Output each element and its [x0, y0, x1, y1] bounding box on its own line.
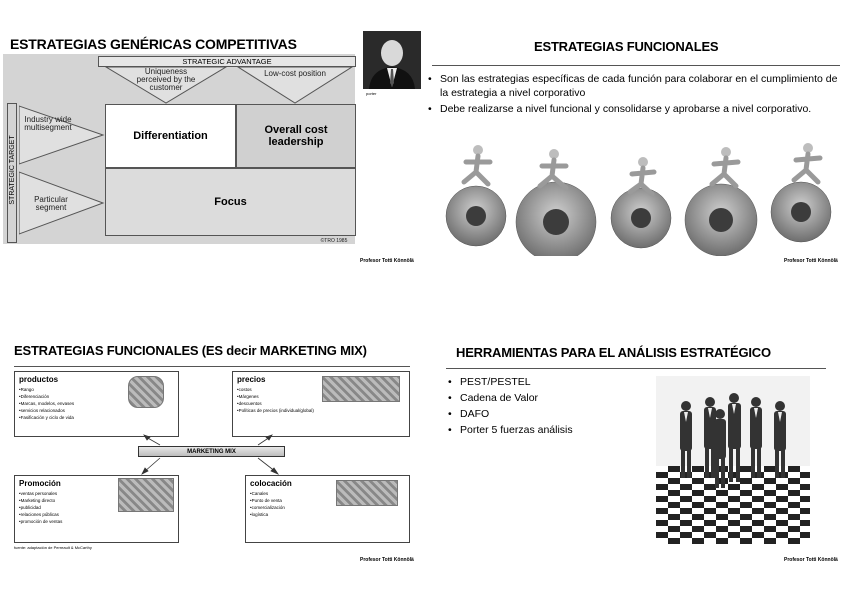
colocacion-item: •comercialización [250, 505, 285, 510]
productos-item: •Rango [19, 387, 34, 392]
focus-cell: Focus [105, 168, 356, 236]
business-team-image [656, 376, 810, 544]
precios-item: •Políticas de precios (individual/global) [237, 408, 314, 413]
uniqueness-label: Uniqueness perceived by the customer [136, 67, 196, 92]
industry-wide-label: Industry wide multisegment [24, 115, 72, 132]
strategic-advantage-bar: STRATEGIC ADVANTAGE [98, 56, 356, 67]
slide4-title-rule [446, 368, 826, 369]
productos-image [128, 376, 164, 408]
slide3-title-rule [14, 366, 410, 367]
promocion-item: •promoción de ventas [19, 519, 63, 524]
strategic-target-bar [7, 103, 17, 243]
slide2-bullets [428, 72, 840, 118]
slide3-footer: Profesor Totti Könnölä [360, 557, 414, 563]
slide-marketing-mix [0, 300, 424, 599]
productos-heading: productos [19, 375, 59, 384]
slide2-bullet-2: • Debe realizarse a nivel funcional y consolidarse y aprobarse a nivel corporativo. [428, 102, 840, 116]
slide2-footer: Profesor Totti Könnölä [784, 258, 838, 264]
low-cost-label: Low-cost position [264, 69, 326, 78]
promocion-item: •Marketing directo [19, 498, 56, 503]
industry-wide-arrow-icon [19, 104, 105, 166]
productos-item: •Marcas, modelos, envases [19, 401, 75, 406]
slide4-footer: Profesor Totti Könnölä [784, 557, 838, 563]
slide2-title: ESTRATEGIAS FUNCIONALES [534, 39, 719, 54]
gears-illustration [436, 140, 846, 256]
slide4-bullet: • Porter 5 fuerzas análisis [448, 423, 648, 437]
particular-segment-label: Particular segment [34, 195, 68, 212]
slide1-footer: Profesor Totti Könnölä [360, 258, 414, 264]
colocacion-item: •Punto de venta [250, 498, 282, 503]
precios-image [322, 376, 400, 402]
precios-heading: precios [237, 375, 266, 384]
slide4-bullet: • Cadena de Valor [448, 391, 648, 405]
slide-analysis-tools [424, 300, 848, 599]
promocion-heading: Promoción [19, 479, 61, 488]
slide2-bullet-1: • Son las estrategias específicas de cada función para colaborar en el cumplimiento de la estrategia a nivel corporativo [428, 72, 840, 100]
productos-item: •Diferenciación [19, 394, 50, 399]
promocion-item: •relaciones públicas [19, 512, 59, 517]
overall-cost-cell: Overall cost leadership [236, 104, 356, 168]
precios-item: •Márgenes [237, 394, 259, 399]
slide3-title: ESTRATEGIAS FUNCIONALES (ES decir MARKETING MIX) [14, 343, 367, 358]
promocion-item: •ventas personales [19, 491, 58, 496]
slide1-title: ESTRATEGIAS GENÉRICAS COMPETITIVAS [10, 36, 297, 52]
colocacion-heading: colocación [250, 479, 292, 488]
photo-caption: porter [366, 91, 377, 96]
porter-photo [363, 31, 421, 89]
colocacion-item: •logística [250, 512, 269, 517]
productos-item: •servicios relacionados [19, 408, 65, 413]
source-note: fuente: adaptación de Perreault & McCarthy [14, 545, 92, 550]
differentiation-cell: Differentiation [105, 104, 236, 168]
colocacion-item: •Canales [250, 491, 269, 496]
precios-item: •costos [237, 387, 252, 392]
slide-functional-strategies [424, 0, 848, 270]
slide4-bullet: • PEST/PESTEL [448, 375, 648, 389]
slide4-bullets [448, 375, 648, 439]
slide4-title: HERRAMIENTAS PARA EL ANÁLISIS ESTRATÉGICO [456, 345, 771, 360]
precios-item: •descuentos [237, 401, 262, 406]
copyright-text: ©TRO 1985 [320, 238, 348, 244]
promocion-image [118, 478, 174, 512]
slide-generic-strategies [0, 0, 424, 270]
mix-arrows [130, 432, 300, 480]
slide4-bullet: • DAFO [448, 407, 648, 421]
marketing-mix-bar: MARKETING MIX [138, 446, 285, 457]
promocion-item: •publicidad [19, 505, 41, 510]
productos-item: •Fasificación y ciclo de vida [19, 415, 74, 420]
strategic-target-label: STRATEGIC TARGET [9, 135, 16, 205]
colocacion-image [336, 480, 398, 506]
slide2-title-rule [432, 65, 840, 66]
